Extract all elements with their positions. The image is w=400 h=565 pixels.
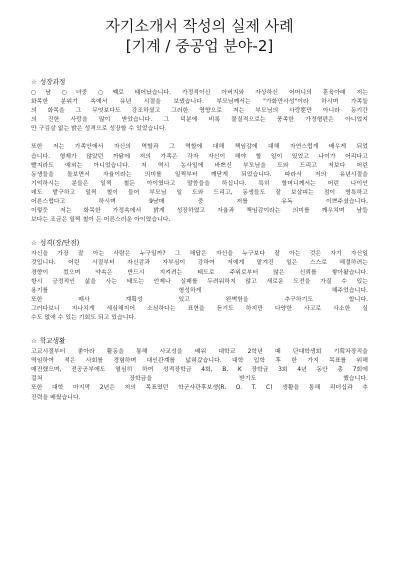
section	[31, 78, 368, 225]
text-line: 이렇듯 저는 화목한 가정속에서 밝게 성장하였고 자율과 책임감이라는 의미를 깨우치며 남들	[31, 208, 368, 215]
text-line: 경향이 컸으며 약속은 반드시 지켜려는 태도로 주위로부터 많은 신뢰를 쌓아왔습니다.	[31, 269, 368, 276]
section-heading-text: 성격(장/단점)	[39, 239, 80, 248]
text-line: 고교시절부터 좋아라 활동을 통해 사교성을 배워 대학교 2학년 때 단대학생회 기획차장직을	[31, 349, 368, 356]
paragraph	[31, 143, 368, 225]
text-line: 만 구김살 없는 밝은 성격으로 성장할 수 있었습니다.	[31, 126, 167, 133]
text-line: 빨지라도 예외는 아니었습니다. 저 역시 농사일에 바쁘신 부모님을 도와 드리고 저보다 어린	[31, 162, 368, 169]
document-title: 자기소개서 작성의 실제 사례	[105, 17, 294, 35]
text-line: ○남 ○녀중 ○째로 태어났습니다. 가정적이신 아버지와 자상하신 어머니의 훈육아래 저는	[31, 90, 368, 96]
text-line: 역임하여 적은 사회를 경험하며 대인관계를 넓혀갔습니다. 대학 입학 후 한 가지 목표를 위해	[31, 358, 368, 365]
text-line: 또한 매사 계획성 있고 완벽함을 추구하기도 합니다.	[31, 296, 368, 303]
document-subtitle: [기계 / 중공업 분야-2]	[125, 37, 274, 55]
text-line: 자신을 가장 잘 아는 사람은 누구일까? 그 해답은 자신을 누구보다 잘 아는 것은 자기 자신일	[31, 251, 368, 258]
paragraph	[31, 89, 368, 134]
section-heading-text: 성장과정	[39, 78, 66, 86]
text-line: 기억하시는 분들은 일찍 철든 아이였다고 말씀들을 하십니다. 특히 할머니께서는 어린 나이인	[31, 180, 368, 187]
section-heading-text: 학교생활	[39, 337, 66, 346]
text-line: 습니다. 형제가 많았던 까닭에 저의 가족은 각자 자신이 해야 할 일이 있었고 나이가 어리다고	[31, 153, 368, 160]
star-icon: ☆	[31, 239, 37, 248]
section	[31, 337, 368, 403]
section-heading	[31, 239, 368, 248]
text-line: 의 화목을 그 무엇보다도 강조하셨고 그러한 영향으로 저는 부모님의 사랑뿐만 아니라 동기간	[31, 108, 368, 115]
text-line: 수도 없애 수 있는 기회도 되고 있습니다.	[31, 314, 137, 321]
text-line: 항시 긍정적인 삶을 사는 태도는 언제나 실패를 두려워하지 않고 새로운 도전을 가질 수 있는	[31, 278, 368, 285]
section	[31, 239, 368, 323]
paragraph	[31, 348, 368, 403]
text-line: 용기를 형성하게 해주었습니다.	[31, 287, 368, 294]
text-line: 어른스럽다고 하시며 9남매 중 저를 유독 이쁘주셨습니다.	[31, 199, 368, 206]
text-line: 의 진한 사랑을 많이 받았습니다. 그 덕분에 비록 물질적으로는 풍족한 가정형편은 아니었지	[31, 117, 368, 124]
paragraph	[31, 250, 368, 323]
text-line: 것입니다. 어린 시절부터 자신감과 자부심이 강하여 저에게 맡겨진 일은 스스로 해결하려는	[31, 260, 368, 267]
section-heading	[31, 78, 368, 87]
text-line: 걸쳐 장학금을 받기도 했습니다.	[31, 376, 368, 383]
text-line: 매진했으며, 전공공부에도 열심히 하여 성적장학금 4회, B. K 장학금 3회 4년 동안 총 7회에	[31, 367, 368, 374]
text-line: 데도 밭구하고 일찍 철이 들어 부모님 일 도와 드리고, 동생들도 잘 보살피는 점이 영특하고	[31, 189, 368, 196]
star-icon: ☆	[31, 78, 37, 86]
title-block	[31, 16, 368, 56]
star-icon: ☆	[31, 337, 37, 346]
text-line: 또한 대학 마지막 2년은 저의 목표였던 학군사관후보생(R. O. T. C) 생활을 통해 리더십과 추	[31, 385, 368, 392]
text-line: 또한 저는 가족안에서 자신의 역할과 그 역할에 대해 책임감에 대해 자연스럽게 배우게 되었	[31, 144, 368, 151]
text-line: 진력을 배웠습니다.	[31, 394, 81, 401]
section-heading	[31, 337, 368, 346]
text-line: 보다는 조금은 일찍 철이 든 어른스러운 아이였습니다.	[31, 217, 171, 224]
text-line: 그러다보니 지나치게 세심해지어 소심하다는 표현을 듣기도 하지만 다양한 사고로 사소한 실	[31, 305, 368, 312]
text-line: 동생들을 돌보면서 자율이라는 의미를 일찍부터 깨닫게 되었습니다. 따라서 저의 유년시절을	[31, 171, 368, 178]
sections-container	[31, 78, 368, 403]
text-line: 화목한 분위기 속에서 유년 시절을 보냈습니다. 부모님께서는 "가화만사성"이라 하시며 가족들	[31, 99, 368, 106]
